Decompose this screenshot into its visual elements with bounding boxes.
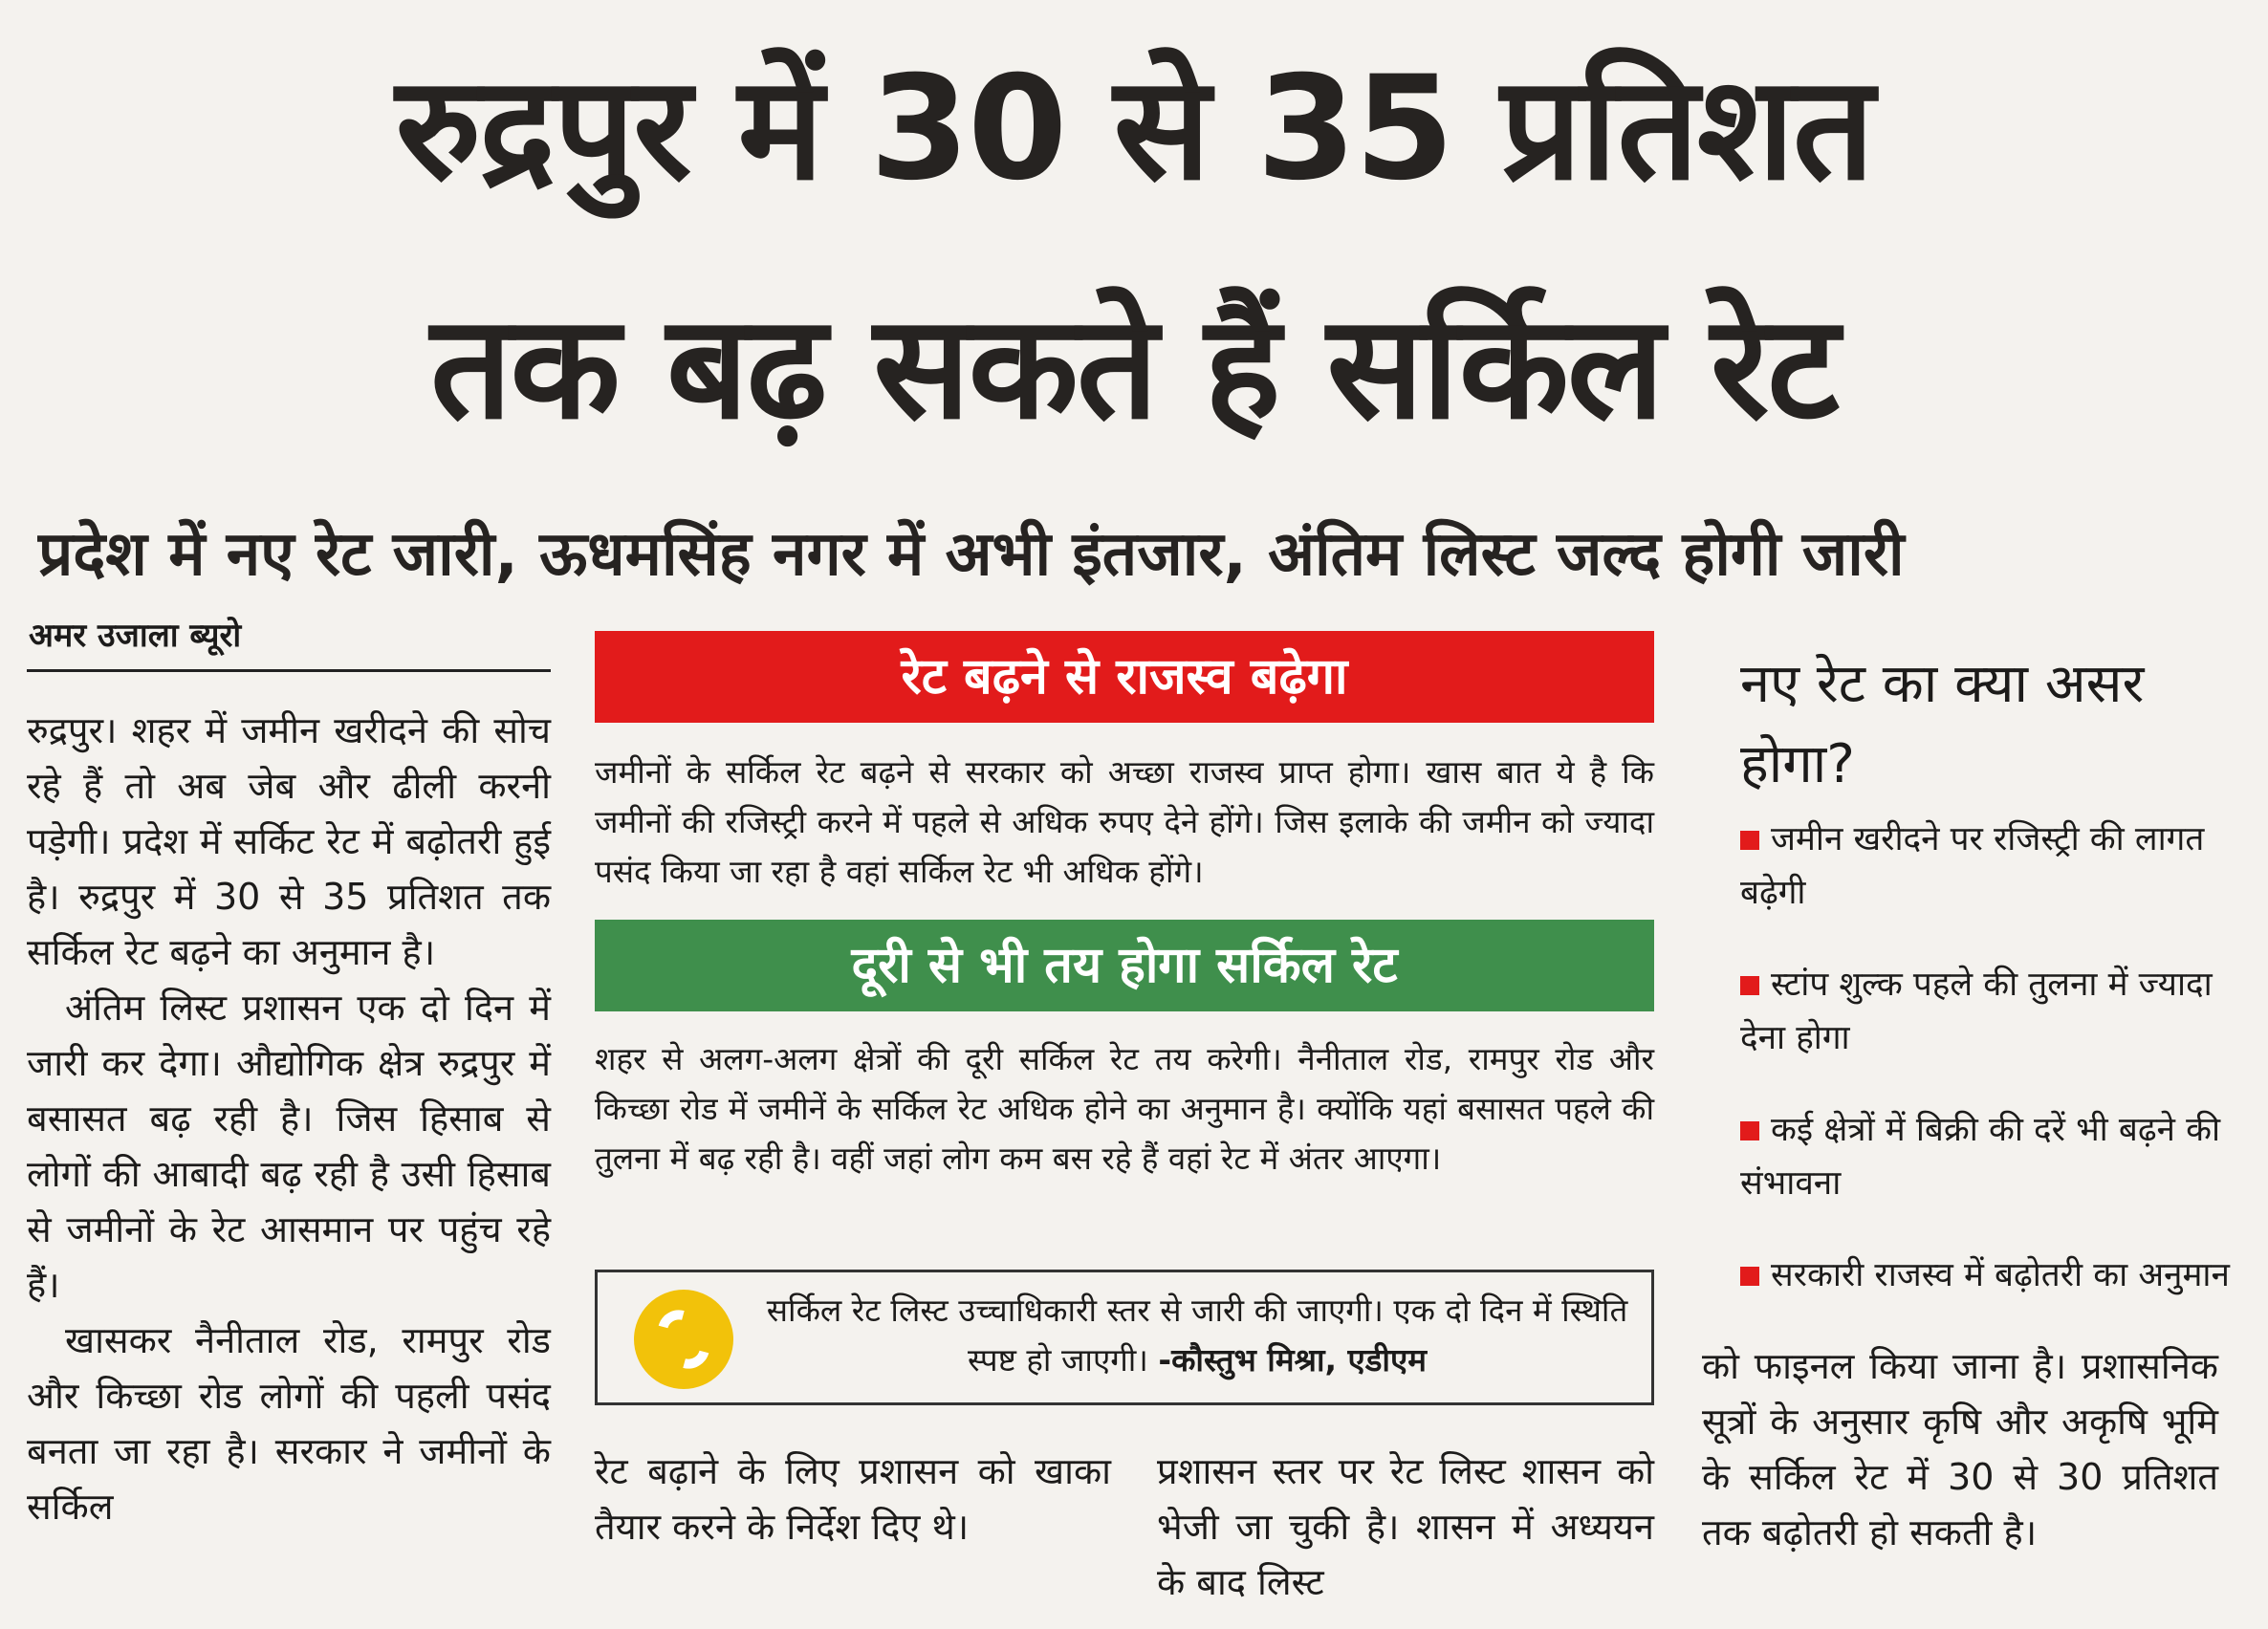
quote-box (595, 1270, 1654, 1405)
square-bullet-icon (1740, 1121, 1759, 1140)
square-bullet-icon (1740, 976, 1759, 995)
list-item: कई क्षेत्रों में बिक्री की दरें भी बढ़ने की संभावना (1740, 1111, 2221, 1203)
subheadline: प्रदेश में नए रेट जारी, ऊधमसिंह नगर में अभी इंतजार, अंतिम लिस्ट जल्द होगी जारी (38, 519, 1905, 590)
distance-box-text: शहर से अलग-अलग क्षेत्रों की दूरी सर्किल रेट तय करेगी। नैनीताल रोड, रामपुर रोड और किच्छा रोड में जमीनें के सर्किल रेट अधिक होने का अनुमान है। क्योंकि यहां बसासत पहले की तुलना में बढ़ रही है। वहीं जहां लोग कम बस रहे हैं वहां रेट में अंतर आएगा। (595, 1040, 1654, 1177)
quote-text: सर्किल रेट लिस्ट उच्चाधिकारी स्तर से जारी की जाएगी। एक दो दिन में स्थिति स्पष्ट हो जाएगी। (766, 1292, 1628, 1379)
square-bullet-icon (1740, 1267, 1759, 1286)
distance-box-title: दूरी से भी तय होगा सर्किल रेट (595, 920, 1654, 1011)
paragraph-3: खासकर नैनीताल रोड, रामपुर रोड और किच्छा रोड लोगों की पहली पसंद बनता जा रहा है। सरकार ने जमीनों के सर्किल (27, 1319, 551, 1528)
headline-line-1: रुद्रपुर में 30 से 35 प्रतिशत (395, 46, 1873, 212)
sidebar-heading: नए रेट का क्या असर होगा? (1740, 653, 2145, 795)
byline-divider (27, 669, 551, 672)
byline: अमर उजाला ब्यूरो (29, 617, 242, 655)
paragraph-2: अंतिम लिस्ट प्रशासन एक दो दिन में जारी कर देगा। औद्योगिक क्षेत्र रुद्रपुर में बसासत बढ़ रही है। जिस हिसाब से लोगों की आबादी बढ़ रही है उसी हिसाब से जमीनों के रेट आसमान पर पहुंच रहे हैं। (27, 987, 551, 1306)
paragraph-1: रुद्रपुर। शहर में जमीन खरीदने की सोच रहे हैं तो अब जेब और ढीली करनी पड़ेगी। प्रदेश में सर्किट रेट में बढ़ोतरी हुई है। रुद्रपुर में 30 से 35 प्रतिशत तक सर्किल रेट बढ़ने का अनुमान है। (27, 709, 551, 973)
revenue-box-text: जमीनों के सर्किल रेट बढ़ने से सरकार को अच्छा राजस्व प्राप्त होगा। खास बात ये है कि जमीनों की रजिस्ट्री करने में पहले से अधिक रुपए देने होंगे। जिस इलाके की जमीन को ज्यादा पसंद किया जा रहा है वहां सर्किल रेट भी अधिक होंगे। (595, 753, 1654, 890)
sidebar-list (1740, 813, 2237, 1340)
list-item: सरकारी राजस्व में बढ़ोतरी का अनुमान (1740, 1249, 2237, 1302)
article-column-3: प्रशासन स्तर पर रेट लिस्ट शासन को भेजी जा चुकी है। शासन में अध्ययन के बाद लिस्ट (1157, 1450, 1654, 1603)
quote-logo-icon (634, 1290, 733, 1389)
list-item: जमीन खरीदने पर रजिस्ट्री की लागत बढ़ेगी (1740, 820, 2205, 912)
quote-author: -कौस्तुभ मिश्रा, एडीएम (1158, 1341, 1427, 1379)
article-column-1 (27, 703, 551, 1534)
revenue-box-title: रेट बढ़ने से राजस्व बढ़ेगा (595, 631, 1654, 723)
headline-line-2: तक बढ़ सकते हैं सर्किल रेट (430, 285, 1838, 451)
quote-text-block (762, 1286, 1632, 1385)
list-item: स्टांप शुल्क पहले की तुलना में ज्यादा देना होगा (1740, 966, 2213, 1057)
article-column-2: रेट बढ़ाने के लिए प्रशासन को खाका तैयार करने के निर्देश दिए थे। (595, 1450, 1111, 1548)
square-bullet-icon (1740, 831, 1759, 850)
article-column-4: को फाइनल किया जाना है। प्रशासनिक सूत्रों के अनुसार कृषि और अकृषि भूमि के सर्किल रेट में 30 से 30 प्रतिशत तक बढ़ोतरी हो सकती है। (1702, 1345, 2218, 1553)
